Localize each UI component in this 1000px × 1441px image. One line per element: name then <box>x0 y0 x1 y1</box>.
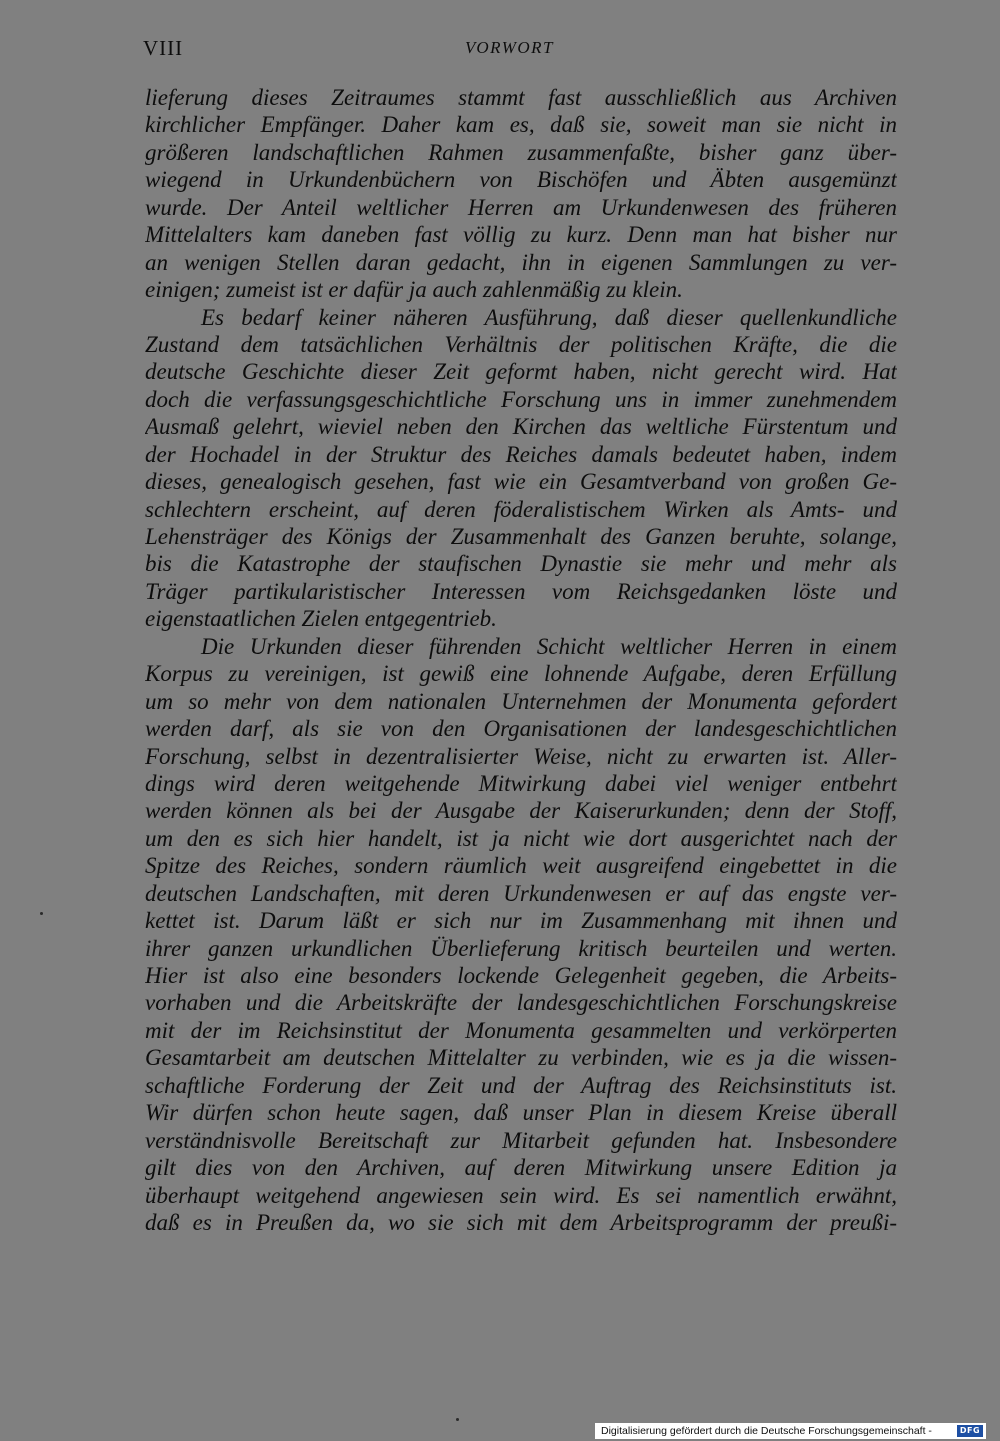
text-line: kettet ist. Darum läßt er sich nur im Zusammenhang mit ihnen und <box>145 908 897 934</box>
text-line: schaftliche Forderung der Zeit und der Auftrag des Reichsinstituts ist. <box>145 1072 897 1098</box>
text-line: an wenigen Stellen daran gedacht, ihn in eigenen Sammlungen zu ver- <box>145 249 897 275</box>
text-line: Spitze des Reiches, sondern räumlich weit ausgreifend eingebettet in die <box>145 853 897 879</box>
text-line: kirchlicher Empfänger. Daher kam es, daß sie, soweit man sie nicht in <box>145 112 897 138</box>
text-line: lieferung dieses Zeitraumes stammt fast ausschließlich aus Archiven <box>145 85 897 110</box>
body-text <box>145 84 897 1236</box>
text-line: Zustand dem tatsächlichen Verhältnis der politischen Kräfte, die die <box>145 331 897 357</box>
text-line: Lehensträger des Königs der Zusammenhalt des Ganzen beruhte, solange, <box>145 524 897 549</box>
text-line: um den es sich hier handelt, ist ja nicht wie dort ausgerichtet nach der <box>145 825 897 851</box>
text-line: deutsche Geschichte dieser Zeit geformt haben, nicht gerecht wird. Hat <box>145 359 897 385</box>
paragraph-end-line: einigen; zumeist ist er dafür ja auch zahlenmäßig zu klein. <box>145 277 683 303</box>
text-line: Ausmaß gelehrt, wieviel neben den Kirchen das weltliche Fürstentum und <box>145 414 897 440</box>
text-line: ihrer ganzen urkundlichen Überlieferung kritisch beurteilen und werten. <box>145 935 897 961</box>
text-line: werden darf, als sie von den Organisationen der landesgeschichtlichen <box>145 716 897 742</box>
running-head: VORWORT <box>465 38 555 57</box>
text-line: überhaupt weitgehend angewiesen sein wird. Es sei namentlich erwähnt, <box>145 1182 897 1208</box>
text-line: Träger partikularistischer Interessen vom Reichsgedanken löste und <box>145 578 897 604</box>
page-number: VIII <box>143 36 184 60</box>
text-line: Mittelalters kam daneben fast völlig zu kurz. Denn man hat bisher nur <box>145 222 897 248</box>
dfg-logo: DFG <box>957 1425 983 1437</box>
text-line: vorhaben und die Arbeitskräfte der landesgeschichtlichen Forschungskreise <box>145 990 897 1016</box>
text-line: Wir dürfen schon heute sagen, daß unser Plan in diesem Kreise überall <box>145 1100 897 1126</box>
text-line: werden können als bei der Ausgabe der Kaiserurkunden; denn der Stoff, <box>145 798 897 824</box>
page-header <box>0 36 1000 66</box>
text-line: deutschen Landschaften, mit deren Urkundenwesen er auf das engste ver- <box>145 880 897 906</box>
text-line: der Hochadel in der Struktur des Reiches damals bedeutet haben, indem <box>145 441 897 467</box>
paragraph-end-line: eigenstaatlichen Zielen entgegentrieb. <box>145 606 497 632</box>
text-line: Forschung, selbst in dezentralisierter Weise, nicht zu erwarten ist. Aller- <box>145 743 897 769</box>
stray-speck <box>40 912 43 915</box>
text-line: Hier ist also eine besonders lockende Gelegenheit gegeben, die Arbeits- <box>145 963 897 988</box>
funding-notice-text: Digitalisierung gefördert durch die Deutsche Forschungsgemeinschaft - <box>601 1425 932 1437</box>
text-line: größeren landschaftlichen Rahmen zusammenfaßte, bisher ganz über- <box>145 139 897 165</box>
text-line: bis die Katastrophe der staufischen Dynastie sie mehr und mehr als <box>145 551 897 577</box>
paragraph-start-line: Die Urkunden dieser führenden Schicht weltlicher Herren in einem <box>201 633 897 659</box>
text-line: daß es in Preußen da, wo sie sich mit dem Arbeitsprogramm der preußi- <box>145 1209 897 1235</box>
digitization-notice <box>595 1423 986 1439</box>
paragraph-start-line: Es bedarf keiner näheren Ausführung, daß dieser quellenkundliche <box>201 304 897 330</box>
text-line: dieses, genealogisch gesehen, fast wie ein Gesamtverband von großen Ge- <box>145 469 897 495</box>
text-line: gilt dies von den Archiven, auf deren Mitwirkung unsere Edition ja <box>145 1155 897 1181</box>
text-line: schlechtern erscheint, auf deren föderalistischem Wirken als Amts- und <box>145 496 897 522</box>
stray-speck <box>456 1418 459 1421</box>
text-line: um so mehr von dem nationalen Unternehmen der Monumenta gefordert <box>145 688 897 714</box>
text-line: Gesamtarbeit am deutschen Mittelalter zu verbinden, wie es ja die wissen- <box>145 1045 897 1071</box>
text-line: mit der im Reichsinstitut der Monumenta gesammelten und verkörperten <box>145 1017 897 1043</box>
text-line: wiegend in Urkundenbüchern von Bischöfen und Äbten ausgemünzt <box>145 167 897 193</box>
text-line: doch die verfassungsgeschichtliche Forschung uns in immer zunehmendem <box>145 386 897 412</box>
text-line: dings wird deren weitgehende Mitwirkung dabei viel weniger entbehrt <box>145 770 897 796</box>
text-line: verständnisvolle Bereitschaft zur Mitarbeit gefunden hat. Insbesondere <box>145 1127 897 1153</box>
text-line: wurde. Der Anteil weltlicher Herren am Urkundenwesen des früheren <box>145 194 897 220</box>
text-line: Korpus zu vereinigen, ist gewiß eine lohnende Aufgabe, deren Erfüllung <box>145 661 897 687</box>
